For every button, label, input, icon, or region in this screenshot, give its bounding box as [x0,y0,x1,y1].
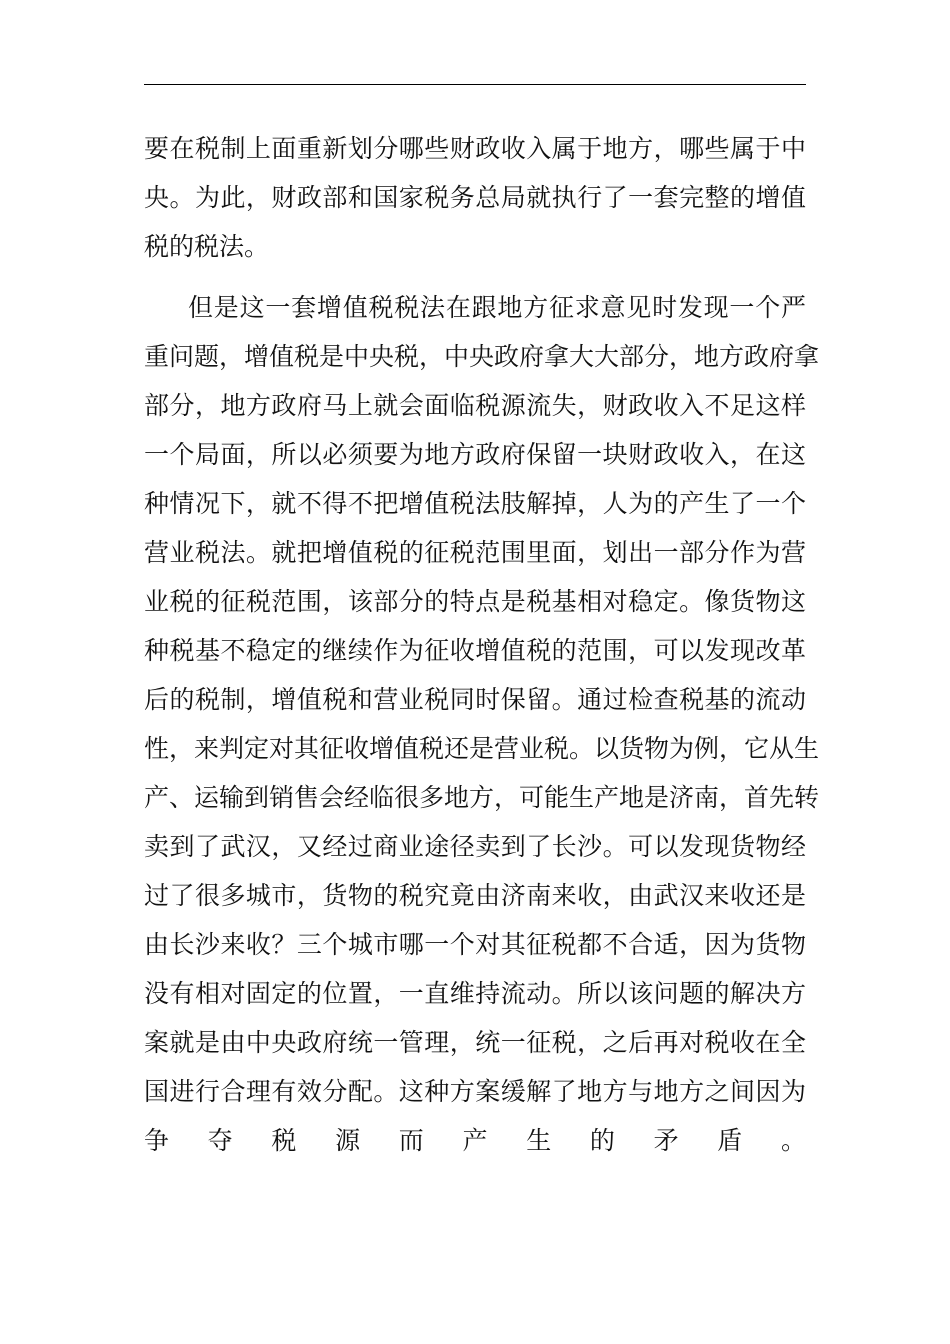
text-line: 后的税制，增值税和营业税同时保留。通过检查税基的流动 [144,685,806,714]
text-line: 营业税法。就把增值税的征税范围里面，划出一部分作为营 [144,538,806,567]
text-line: 争夺税源而产生的矛盾。 [144,1126,806,1155]
paragraph-2 [144,283,820,1214]
text-line [144,1165,806,1214]
text-line: 由长沙来收？三个城市哪一个对其征税都不合适，因为货物 [144,930,806,959]
paragraph-1 [144,124,806,271]
text-line: 国进行合理有效分配。这种方案缓解了地方与地方之间因为 [144,1077,806,1106]
text-line: 一个局面，所以必须要为地方政府保留一块财政收入，在这 [144,440,806,469]
text-line: 重问题，增值税是中央税，中央政府拿大大部分，地方政府拿 [144,342,820,371]
text-line: 卖到了武汉，又经过商业途径卖到了长沙。可以发现货物经 [144,832,806,861]
text-line: 没有相对固定的位置，一直维持流动。所以该问题的解决方 [144,979,806,1008]
text-line: 案就是由中央政府统一管理，统一征税，之后再对税收在全 [144,1028,806,1057]
text-line: 税的税法。 [144,232,270,261]
text-line: 性，来判定对其征收增值税还是营业税。以货物为例，它从生 [144,734,820,763]
text-line: 部分，地方政府马上就会面临税源流失，财政收入不足这样 [144,391,806,420]
text-line: 种情况下，就不得不把增值税法肢解掉，人为的产生了一个 [144,489,806,518]
body-text [144,124,820,1214]
text-line: 业税的征税范围，该部分的特点是税基相对稳定。像货物这 [144,587,806,616]
text-line: 产、运输到销售会经临很多地方，可能生产地是济南，首先转 [144,783,820,812]
text-line: 过了很多城市，货物的税究竟由济南来收，由武汉来收还是 [144,881,806,910]
text-line: 要在税制上面重新划分哪些财政收入属于地方，哪些属于中 [144,134,806,163]
text-line: 但是这一套增值税税法在跟地方征求意见时发现一个严 [188,293,806,322]
text-line: 央。为此，财政部和国家税务总局就执行了一套完整的增值 [144,183,806,212]
paragraph-spacing [144,271,806,283]
header-rule [144,84,806,85]
text-line: 种税基不稳定的继续作为征收增值税的范围，可以发现改革 [144,636,806,665]
